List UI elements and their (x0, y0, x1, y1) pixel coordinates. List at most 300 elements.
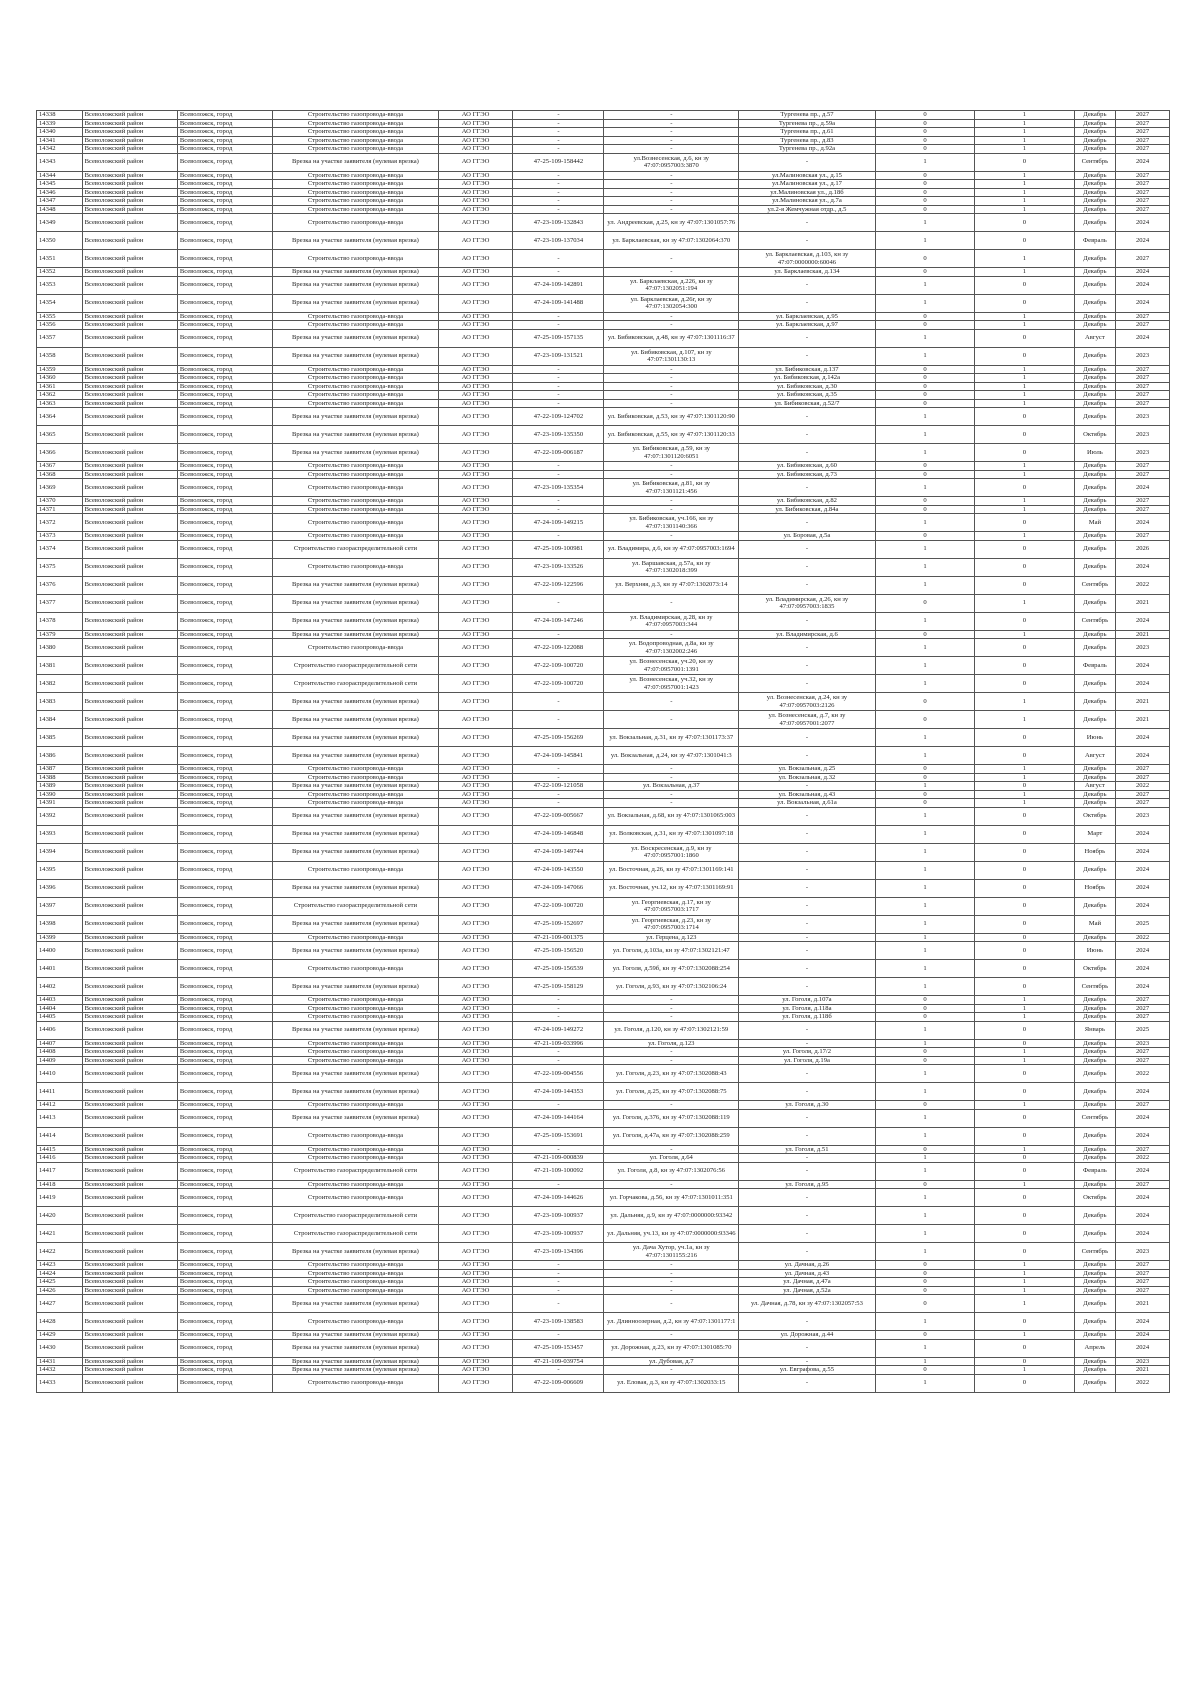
application-number-cell: 47-23-109-100937 (513, 1225, 604, 1243)
month-cell: Декабрь (1074, 1225, 1115, 1243)
month-cell: Декабрь (1074, 1083, 1115, 1101)
district-cell: Всеволожский район (82, 799, 177, 808)
year-cell: 2024 (1116, 514, 1170, 532)
organization-cell: АО ГГЭО (438, 729, 513, 747)
table-row (37, 276, 1170, 294)
organization-cell: АО ГГЭО (438, 514, 513, 532)
locality-cell: Всеволожск, город (177, 399, 272, 408)
year-cell: 2027 (1116, 180, 1170, 189)
organization-cell: АО ГГЭО (438, 119, 513, 128)
object-address-cell: - (739, 657, 876, 675)
row-number-cell: 14412 (37, 1101, 83, 1110)
year-cell: 2023 (1116, 426, 1170, 444)
row-number-cell: 14362 (37, 391, 83, 400)
count-a-cell: 1 (875, 639, 974, 657)
connection-address-cell: ул. Гоголя, д.123 (604, 1039, 739, 1048)
object-address-cell: - (739, 782, 876, 791)
table-row (37, 978, 1170, 996)
application-number-cell: - (513, 470, 604, 479)
organization-cell: АО ГГЭО (438, 1145, 513, 1154)
organization-cell: АО ГГЭО (438, 773, 513, 782)
locality-cell: Всеволожск, город (177, 897, 272, 915)
count-a-cell: 1 (875, 657, 974, 675)
application-number-cell: - (513, 111, 604, 120)
organization-cell: АО ГГЭО (438, 1056, 513, 1065)
count-a-cell: 1 (875, 153, 974, 171)
table-row (37, 747, 1170, 765)
district-cell: Всеволожский район (82, 1056, 177, 1065)
connection-address-cell: ул. Герцена, д.123 (604, 933, 739, 942)
work-type-cell: Строительство газопровода-ввода (273, 996, 439, 1005)
month-cell: Октябрь (1074, 960, 1115, 978)
organization-cell: АО ГГЭО (438, 1109, 513, 1127)
year-cell: 2027 (1116, 1101, 1170, 1110)
application-number-cell: - (513, 374, 604, 383)
count-b-cell: 0 (975, 1127, 1074, 1145)
month-cell: Август (1074, 782, 1115, 791)
table-row (37, 312, 1170, 321)
count-b-cell: 0 (975, 214, 1074, 232)
table-row (37, 799, 1170, 808)
table-row (37, 782, 1170, 791)
year-cell: 2023 (1116, 1243, 1170, 1261)
locality-cell: Всеволожск, город (177, 1162, 272, 1180)
organization-cell: АО ГГЭО (438, 861, 513, 879)
table-row (37, 145, 1170, 154)
connection-address-cell: ул. Гоголя, д.47а, кн зу 47:07:1302088:259 (604, 1127, 739, 1145)
district-cell: Всеволожский район (82, 1357, 177, 1366)
connection-address-cell: - (604, 268, 739, 277)
year-cell: 2027 (1116, 1180, 1170, 1189)
district-cell: Всеволожский район (82, 942, 177, 960)
object-address-cell: ул. Барклаевская, д.103, кн зу 47:07:0000000:60046 (739, 250, 876, 268)
connection-address-cell: ул. Дорожная, д.23, кн зу 47:07:1301085:70 (604, 1339, 739, 1357)
month-cell: Декабрь (1074, 321, 1115, 330)
application-number-cell: - (513, 1278, 604, 1287)
district-cell: Всеволожский район (82, 933, 177, 942)
year-cell: 2024 (1116, 675, 1170, 693)
object-address-cell: ул. Бибиковская, д.73 (739, 470, 876, 479)
count-a-cell: 0 (875, 374, 974, 383)
count-a-cell: 1 (875, 1243, 974, 1261)
application-number-cell: 47-22-109-124702 (513, 408, 604, 426)
count-a-cell: 0 (875, 693, 974, 711)
application-number-cell: 47-22-109-122088 (513, 639, 604, 657)
object-address-cell: ул. Гоголя, д.30 (739, 1101, 876, 1110)
organization-cell: АО ГГЭО (438, 505, 513, 514)
connection-address-cell: - (604, 1145, 739, 1154)
application-number-cell: 47-25-109-153691 (513, 1127, 604, 1145)
organization-cell: АО ГГЭО (438, 1313, 513, 1331)
month-cell: Декабрь (1074, 711, 1115, 729)
organization-cell: АО ГГЭО (438, 136, 513, 145)
count-b-cell: 0 (975, 657, 1074, 675)
month-cell: Декабрь (1074, 197, 1115, 206)
work-type-cell: Строительство газопровода-ввода (273, 1286, 439, 1295)
month-cell: Ноябрь (1074, 879, 1115, 897)
table-row (37, 197, 1170, 206)
object-address-cell: ул. Барклаевская, д.95 (739, 312, 876, 321)
table-row (37, 1331, 1170, 1340)
organization-cell: АО ГГЭО (438, 250, 513, 268)
count-b-cell: 0 (975, 153, 1074, 171)
work-type-cell: Строительство газопровода-ввода (273, 180, 439, 189)
row-number-cell: 14408 (37, 1048, 83, 1057)
organization-cell: АО ГГЭО (438, 1154, 513, 1163)
district-cell: Всеволожский район (82, 505, 177, 514)
table-row (37, 960, 1170, 978)
object-address-cell: - (739, 1243, 876, 1261)
year-cell: 2024 (1116, 897, 1170, 915)
application-number-cell: 47-23-109-138583 (513, 1313, 604, 1331)
application-number-cell: 47-24-109-141488 (513, 294, 604, 312)
object-address-cell: ул. Вокзальная, д.61а (739, 799, 876, 808)
connection-address-cell: ул. Бибиковская, д.48, кн зу 47:07:1301116:37 (604, 329, 739, 347)
application-number-cell: - (513, 197, 604, 206)
district-cell: Всеволожский район (82, 268, 177, 277)
count-b-cell: 1 (975, 205, 1074, 214)
work-type-cell: Врезка на участке заявителя (нулевая врезка) (273, 444, 439, 462)
table-row (37, 399, 1170, 408)
district-cell: Всеволожский район (82, 773, 177, 782)
row-number-cell: 14348 (37, 205, 83, 214)
count-a-cell: 0 (875, 1366, 974, 1375)
connection-address-cell: - (604, 312, 739, 321)
application-number-cell: 47-21-109-033996 (513, 1039, 604, 1048)
row-number-cell: 14406 (37, 1021, 83, 1039)
object-address-cell: - (739, 861, 876, 879)
count-a-cell: 1 (875, 294, 974, 312)
row-number-cell: 14343 (37, 153, 83, 171)
connection-address-cell: ул. Бибиковская, д.55, кн зу 47:07:1301120:33 (604, 426, 739, 444)
count-a-cell: 0 (875, 505, 974, 514)
connection-address-cell: ул. Дубовая, д.7 (604, 1357, 739, 1366)
year-cell: 2023 (1116, 639, 1170, 657)
connection-address-cell: ул. Горчакова, д.56, кн зу 47:07:1301011:351 (604, 1189, 739, 1207)
organization-cell: АО ГГЭО (438, 470, 513, 479)
table-row (37, 1101, 1170, 1110)
connection-address-cell: ул. Владимира, д.6, кн зу 47:07:0957003:1694 (604, 540, 739, 558)
application-number-cell: - (513, 1056, 604, 1065)
row-number-cell: 14344 (37, 171, 83, 180)
organization-cell: АО ГГЭО (438, 1339, 513, 1357)
organization-cell: АО ГГЭО (438, 321, 513, 330)
application-number-cell: 47-21-109-100092 (513, 1162, 604, 1180)
count-b-cell: 1 (975, 128, 1074, 137)
table-row (37, 1154, 1170, 1163)
locality-cell: Всеволожск, город (177, 782, 272, 791)
year-cell: 2024 (1116, 276, 1170, 294)
count-b-cell: 0 (975, 558, 1074, 576)
organization-cell: АО ГГЭО (438, 197, 513, 206)
count-b-cell: 0 (975, 329, 1074, 347)
work-type-cell: Врезка на участке заявителя (нулевая врезка) (273, 843, 439, 861)
table-row (37, 205, 1170, 214)
object-address-cell: ул. Гоголя, д.51 (739, 1145, 876, 1154)
locality-cell: Всеволожск, город (177, 765, 272, 774)
year-cell: 2022 (1116, 933, 1170, 942)
locality-cell: Всеволожск, город (177, 1039, 272, 1048)
count-b-cell: 1 (975, 111, 1074, 120)
month-cell: Декабрь (1074, 205, 1115, 214)
month-cell: Декабрь (1074, 268, 1115, 277)
count-b-cell: 1 (975, 462, 1074, 471)
organization-cell: АО ГГЭО (438, 558, 513, 576)
application-number-cell: - (513, 312, 604, 321)
application-number-cell: 47-24-109-145841 (513, 747, 604, 765)
work-type-cell: Строительство газораспределительной сети (273, 1225, 439, 1243)
count-a-cell: 0 (875, 773, 974, 782)
connection-address-cell: ул. Бибиковская, уч.166, кн зу 47:07:1301140:366 (604, 514, 739, 532)
work-type-cell: Врезка на участке заявителя (нулевая врезка) (273, 612, 439, 630)
year-cell: 2024 (1116, 1127, 1170, 1145)
count-a-cell: 1 (875, 942, 974, 960)
year-cell: 2027 (1116, 532, 1170, 541)
month-cell: Декабрь (1074, 1154, 1115, 1163)
month-cell: Декабрь (1074, 790, 1115, 799)
row-number-cell: 14353 (37, 276, 83, 294)
locality-cell: Всеволожск, город (177, 1295, 272, 1313)
application-number-cell: 47-24-109-147066 (513, 879, 604, 897)
count-b-cell: 0 (975, 444, 1074, 462)
locality-cell: Всеволожск, город (177, 197, 272, 206)
year-cell: 2024 (1116, 960, 1170, 978)
district-cell: Всеволожский район (82, 843, 177, 861)
work-type-cell: Строительство газопровода-ввода (273, 374, 439, 383)
year-cell: 2024 (1116, 942, 1170, 960)
table-row (37, 329, 1170, 347)
connection-address-cell: - (604, 470, 739, 479)
application-number-cell: - (513, 630, 604, 639)
table-row (37, 1162, 1170, 1180)
month-cell: Декабрь (1074, 365, 1115, 374)
work-type-cell: Врезка на участке заявителя (нулевая врезка) (273, 232, 439, 250)
locality-cell: Всеволожск, город (177, 1261, 272, 1270)
locality-cell: Всеволожск, город (177, 214, 272, 232)
month-cell: Октябрь (1074, 426, 1115, 444)
table-row (37, 382, 1170, 391)
table-row (37, 347, 1170, 365)
object-address-cell: - (739, 479, 876, 497)
row-number-cell: 14400 (37, 942, 83, 960)
locality-cell: Всеволожск, город (177, 1278, 272, 1287)
month-cell: Декабрь (1074, 1366, 1115, 1375)
locality-cell: Всеволожск, город (177, 933, 272, 942)
year-cell: 2027 (1116, 128, 1170, 137)
work-type-cell: Строительство газопровода-ввода (273, 1189, 439, 1207)
object-address-cell: - (739, 426, 876, 444)
application-number-cell: - (513, 321, 604, 330)
connection-address-cell: - (604, 1180, 739, 1189)
year-cell: 2024 (1116, 1162, 1170, 1180)
object-address-cell: - (739, 514, 876, 532)
object-address-cell: ул. Гоголя, д.95 (739, 1180, 876, 1189)
district-cell: Всеволожский район (82, 1225, 177, 1243)
year-cell: 2027 (1116, 197, 1170, 206)
count-a-cell: 0 (875, 532, 974, 541)
row-number-cell: 14367 (37, 462, 83, 471)
organization-cell: АО ГГЭО (438, 128, 513, 137)
work-type-cell: Строительство газопровода-ввода (273, 1056, 439, 1065)
work-type-cell: Строительство газопровода-ввода (273, 558, 439, 576)
work-type-cell: Строительство газопровода-ввода (273, 532, 439, 541)
district-cell: Всеволожский район (82, 1039, 177, 1048)
month-cell: Декабрь (1074, 250, 1115, 268)
connection-address-cell: - (604, 1286, 739, 1295)
district-cell: Всеволожский район (82, 960, 177, 978)
object-address-cell: Тургенева пр., д.57 (739, 111, 876, 120)
year-cell: 2024 (1116, 558, 1170, 576)
row-number-cell: 14379 (37, 630, 83, 639)
application-number-cell: - (513, 1145, 604, 1154)
application-number-cell: - (513, 594, 604, 612)
count-b-cell: 1 (975, 765, 1074, 774)
district-cell: Всеволожский район (82, 1243, 177, 1261)
district-cell: Всеволожский район (82, 1295, 177, 1313)
connection-address-cell: - (604, 382, 739, 391)
work-type-cell: Строительство газопровода-ввода (273, 1154, 439, 1163)
work-type-cell: Врезка на участке заявителя (нулевая врезка) (273, 576, 439, 594)
count-b-cell: 1 (975, 711, 1074, 729)
application-number-cell: 47-23-109-131521 (513, 347, 604, 365)
year-cell: 2027 (1116, 1056, 1170, 1065)
year-cell: 2027 (1116, 1269, 1170, 1278)
month-cell: Декабрь (1074, 462, 1115, 471)
object-address-cell: ул.Малиновская ул., д.18б (739, 188, 876, 197)
month-cell: Декабрь (1074, 497, 1115, 506)
locality-cell: Всеволожск, город (177, 1145, 272, 1154)
year-cell: 2024 (1116, 153, 1170, 171)
organization-cell: АО ГГЭО (438, 444, 513, 462)
object-address-cell: ул. Дорожная, д.44 (739, 1331, 876, 1340)
month-cell: Декабрь (1074, 996, 1115, 1005)
year-cell: 2024 (1116, 1189, 1170, 1207)
organization-cell: АО ГГЭО (438, 1225, 513, 1243)
table-row (37, 825, 1170, 843)
application-number-cell: - (513, 497, 604, 506)
month-cell: Декабрь (1074, 505, 1115, 514)
object-address-cell: - (739, 1225, 876, 1243)
month-cell: Февраль (1074, 657, 1115, 675)
object-address-cell: ул. Дачная, д.26 (739, 1261, 876, 1270)
count-a-cell: 1 (875, 1083, 974, 1101)
month-cell: Декабрь (1074, 1013, 1115, 1022)
count-b-cell: 0 (975, 897, 1074, 915)
object-address-cell: Тургенева пр., д.59а (739, 119, 876, 128)
locality-cell: Всеволожск, город (177, 1331, 272, 1340)
row-number-cell: 14428 (37, 1313, 83, 1331)
year-cell: 2024 (1116, 1207, 1170, 1225)
connection-address-cell: ул. Бибиковская, д.53, кн зу 47:07:1301120:90 (604, 408, 739, 426)
count-a-cell: 1 (875, 807, 974, 825)
row-number-cell: 14413 (37, 1109, 83, 1127)
work-type-cell: Строительство газопровода-ввода (273, 1101, 439, 1110)
district-cell: Всеволожский район (82, 462, 177, 471)
table-row (37, 479, 1170, 497)
object-address-cell: - (739, 1357, 876, 1366)
organization-cell: АО ГГЭО (438, 825, 513, 843)
application-number-cell: - (513, 1013, 604, 1022)
year-cell: 2023 (1116, 408, 1170, 426)
row-number-cell: 14431 (37, 1357, 83, 1366)
table-body (37, 111, 1170, 1393)
table-row (37, 444, 1170, 462)
count-a-cell: 1 (875, 540, 974, 558)
district-cell: Всеволожский район (82, 1278, 177, 1287)
count-b-cell: 1 (975, 594, 1074, 612)
table-row (37, 128, 1170, 137)
month-cell: Декабрь (1074, 1313, 1115, 1331)
month-cell: Декабрь (1074, 399, 1115, 408)
row-number-cell: 14410 (37, 1065, 83, 1083)
count-b-cell: 0 (975, 675, 1074, 693)
district-cell: Всеволожский район (82, 399, 177, 408)
locality-cell: Всеволожск, город (177, 479, 272, 497)
work-type-cell: Врезка на участке заявителя (нулевая врезка) (273, 825, 439, 843)
count-b-cell: 1 (975, 1295, 1074, 1313)
row-number-cell: 14430 (37, 1339, 83, 1357)
row-number-cell: 14350 (37, 232, 83, 250)
locality-cell: Всеволожск, город (177, 1243, 272, 1261)
count-a-cell: 0 (875, 790, 974, 799)
count-a-cell: 0 (875, 136, 974, 145)
locality-cell: Всеволожск, город (177, 612, 272, 630)
connection-address-cell: ул.Вознесенская, д.6, кн зу 47:07:0957003:3870 (604, 153, 739, 171)
district-cell: Всеволожский район (82, 321, 177, 330)
year-cell: 2027 (1116, 1278, 1170, 1287)
work-type-cell: Строительство газопровода-ввода (273, 399, 439, 408)
year-cell: 2027 (1116, 374, 1170, 383)
table-row (37, 136, 1170, 145)
application-number-cell: 47-23-109-100937 (513, 1207, 604, 1225)
row-number-cell: 14409 (37, 1056, 83, 1065)
application-number-cell: 47-23-109-135354 (513, 479, 604, 497)
locality-cell: Всеволожск, город (177, 232, 272, 250)
table-row (37, 1374, 1170, 1392)
locality-cell: Всеволожск, город (177, 630, 272, 639)
year-cell: 2027 (1116, 399, 1170, 408)
work-type-cell: Строительство газопровода-ввода (273, 933, 439, 942)
district-cell: Всеволожский район (82, 711, 177, 729)
year-cell: 2027 (1116, 1145, 1170, 1154)
count-b-cell: 0 (975, 1039, 1074, 1048)
count-b-cell: 0 (975, 915, 1074, 933)
organization-cell: АО ГГЭО (438, 145, 513, 154)
locality-cell: Всеволожск, город (177, 1109, 272, 1127)
count-a-cell: 0 (875, 197, 974, 206)
count-b-cell: 1 (975, 374, 1074, 383)
object-address-cell: - (739, 540, 876, 558)
table-row (37, 171, 1170, 180)
row-number-cell: 14392 (37, 807, 83, 825)
count-a-cell: 1 (875, 558, 974, 576)
count-a-cell: 1 (875, 576, 974, 594)
application-number-cell: - (513, 188, 604, 197)
count-b-cell: 1 (975, 630, 1074, 639)
work-type-cell: Врезка на участке заявителя (нулевая врезка) (273, 782, 439, 791)
work-type-cell: Врезка на участке заявителя (нулевая врезка) (273, 1339, 439, 1357)
district-cell: Всеволожский район (82, 514, 177, 532)
locality-cell: Всеволожск, город (177, 532, 272, 541)
month-cell: Декабрь (1074, 1065, 1115, 1083)
year-cell: 2021 (1116, 1366, 1170, 1375)
organization-cell: АО ГГЭО (438, 799, 513, 808)
application-number-cell: 47-25-109-100981 (513, 540, 604, 558)
object-address-cell: - (739, 1039, 876, 1048)
work-type-cell: Врезка на участке заявителя (нулевая врезка) (273, 268, 439, 277)
count-b-cell: 1 (975, 1278, 1074, 1287)
year-cell: 2021 (1116, 594, 1170, 612)
